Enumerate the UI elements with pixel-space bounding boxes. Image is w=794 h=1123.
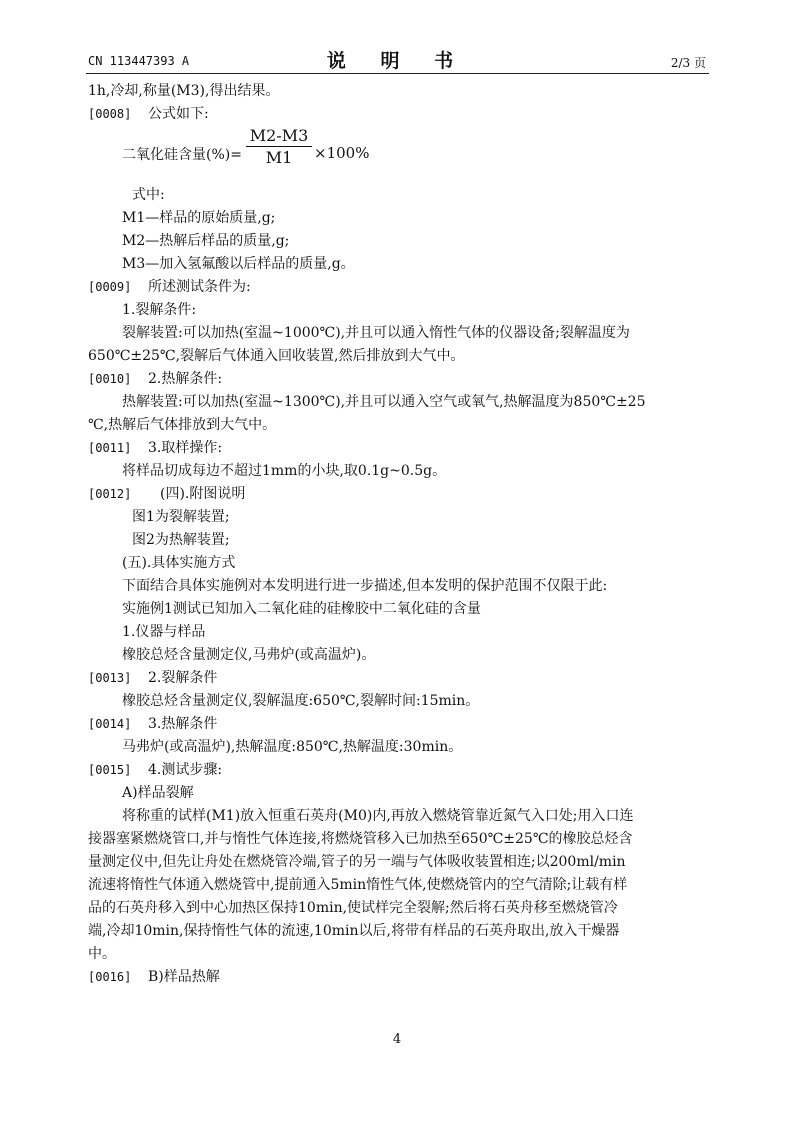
text-line: 中。	[88, 946, 116, 962]
text-line: ℃,热解后气体排放到大气中。	[88, 417, 277, 433]
figure-caption: 图2为热解装置;	[132, 532, 230, 548]
text-line: 端,冷却10min,保持惰性气体的流速,10min以后,将带有样品的石英舟取出,放入干燥器	[88, 923, 620, 939]
text-line: 下面结合具体实施例对本发明进行进一步描述,但本发明的保护范围不仅限于此:	[122, 578, 608, 594]
text-line: 裂解装置:可以加热(室温~1000℃),并且可以通入惰性气体的仪器设备;裂解温度为	[122, 325, 630, 341]
text-line: 将称重的试样(M1)放入恒重石英舟(M0)内,再放入燃烧管靠近氮气入口处;用入口连	[122, 808, 634, 824]
step-title: A)样品裂解	[122, 785, 194, 801]
paragraph-tag: [0010]	[88, 372, 132, 386]
page-indicator: 2/3 页	[670, 56, 706, 70]
patent-number: CN 113447393 A	[88, 54, 190, 68]
paragraph-tag: [0014]	[88, 717, 132, 731]
text-line: 橡胶总烃含量测定仪,马弗炉(或高温炉)。	[122, 647, 376, 663]
formula	[88, 126, 708, 184]
paragraph-0016	[88, 966, 708, 989]
section-title: 1.仪器与样品	[122, 624, 206, 640]
paragraph-tag: [0015]	[88, 763, 132, 777]
formula-label: 二氧化硅含量(%)=	[122, 147, 242, 163]
paragraph-text: 3.热解条件	[148, 716, 218, 732]
text-line: 品的石英舟移入到中心加热区保持10min,使试样完全裂解;然后将石英舟移至燃烧管冷	[88, 900, 618, 916]
formula-denominator: M1	[265, 148, 293, 167]
paragraph-0010	[88, 368, 708, 391]
definition-m1: M1—样品的原始质量,g;	[122, 210, 276, 226]
paragraph-0009	[88, 276, 708, 299]
document-body	[88, 80, 708, 989]
paragraph-0014	[88, 713, 708, 736]
text-line: 接器塞紧燃烧管口,并与惰性气体连接,将燃烧管移入已加热至650℃±25℃的橡胶总烃含	[88, 831, 633, 847]
paragraph-tag: [0012]	[88, 487, 132, 501]
definition-m3: M3—加入氢氟酸以后样品的质量,g。	[122, 256, 355, 272]
paragraph-text: 2.裂解条件	[148, 670, 218, 686]
text-line: 橡胶总烃含量测定仪,裂解温度:650℃,裂解时间:15min。	[122, 693, 480, 709]
paragraph-text: 2.热解条件:	[148, 371, 223, 387]
paragraph-text: 所述测试条件为:	[148, 279, 251, 295]
paragraph-text: 公式如下:	[148, 106, 209, 122]
paragraph-text: (四).附图说明	[160, 486, 246, 502]
text-line: 热解装置:可以加热(室温~1300℃),并且可以通入空气或氧气,热解温度为850℃±25	[122, 394, 646, 410]
formula-fraction	[246, 126, 312, 167]
section-title: 1.裂解条件:	[122, 302, 197, 318]
paragraph-0012	[88, 483, 708, 506]
where-label: 式中:	[132, 187, 165, 203]
document-title: 说 明 书	[326, 50, 468, 72]
text-line: 650℃±25℃,裂解后气体通入回收装置,然后排放到大气中。	[88, 348, 465, 364]
text-line: 1h,冷却,称量(M3),得出结果。	[88, 83, 280, 99]
paragraph-text: B)样品热解	[148, 969, 220, 985]
text-line: 将样品切成每边不超过1mm的小块,取0.1g~0.5g。	[122, 463, 447, 479]
paragraph-text: 3.取样操作:	[148, 440, 223, 456]
paragraph-tag: [0016]	[88, 970, 132, 984]
text-line: 马弗炉(或高温炉),热解温度:850℃,热解温度:30min。	[122, 739, 463, 755]
page-number: 4	[392, 1032, 402, 1047]
formula-numerator: M2-M3	[246, 126, 312, 147]
formula-multiplier: ×100%	[314, 144, 370, 162]
paragraph-tag: [0008]	[88, 107, 132, 121]
paragraph-tag: [0013]	[88, 671, 132, 685]
section-title: (五).具体实施方式	[122, 555, 236, 571]
paragraph-0015	[88, 759, 708, 782]
figure-caption: 图1为裂解装置;	[132, 509, 230, 525]
paragraph-0013	[88, 667, 708, 690]
paragraph-tag: [0009]	[88, 280, 132, 294]
text-line: 流速将惰性气体通入燃烧管中,提前通入5min惰性气体,使燃烧管内的空气清除;让载有样	[88, 877, 628, 893]
paragraph-text: 4.测试步骤:	[148, 762, 223, 778]
paragraph-0011	[88, 437, 708, 460]
paragraph-0008	[88, 103, 708, 126]
paragraph-tag: [0011]	[88, 441, 132, 455]
header-divider	[86, 73, 709, 74]
definition-m2: M2—热解后样品的质量,g;	[122, 233, 290, 249]
text-line: 量测定仪中,但先让舟处在燃烧管冷端,管子的另一端与气体吸收装置相连;以200ml/min	[88, 854, 626, 870]
example-title: 实施例1测试已知加入二氧化硅的硅橡胶中二氧化硅的含量	[122, 601, 481, 617]
